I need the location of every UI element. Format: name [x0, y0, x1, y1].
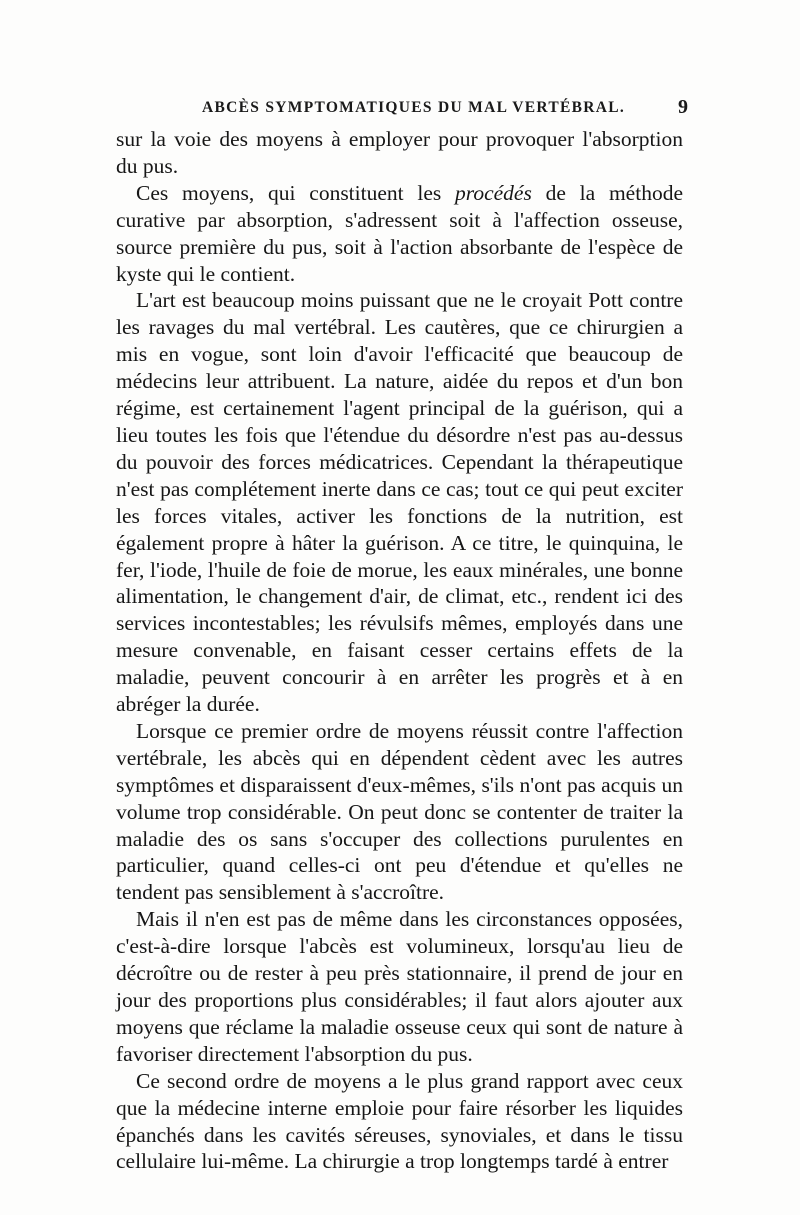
page-number: 9: [678, 96, 688, 118]
paragraph-text-end: de la méthode curative par absorption, s'adressent soit à l'affection osseuse, source première du pus, soit à l'action absorbante de l'espèce de kyste qui le contient.: [116, 180, 683, 286]
paragraph-text: Ce second ordre de moyens a le plus grand rapport avec ceux que la médecine interne emploie pour faire résorber les liquides épanchés dans les cavités séreuses, synoviales, et dans le tissu cellulaire lui-même. La chirurgie a trop longtemps tardé à entrer: [116, 1068, 683, 1174]
paragraph: [116, 180, 683, 288]
paragraph: [116, 1068, 683, 1176]
paragraph-text: Mais il n'en est pas de même dans les circonstances opposées, c'est-à-dire lorsque l'abcès est volumineux, lorsqu'au lieu de décroître ou de rester à peu près stationnaire, il prend de jour en jour des proportions plus considérables; il faut alors ajouter aux moyens que réclame la maladie osseuse ceux qui sont de nature à favoriser directement l'absorption du pus.: [116, 907, 683, 1066]
paragraph-text-start: Ces moyens, qui constituent les: [136, 180, 456, 205]
paragraph-continuation: [116, 126, 683, 180]
paragraph-text: L'art est beaucoup moins puissant que ne le croyait Pott contre les ravages du mal vertébral. Les cautères, que ce chirurgien a mis en vogue, sont loin d'avoir l'efficacité que beaucoup de médecins leur attribuent. La nature, aidée du repos et d'un bon régime, est certainement l'agent principal de la guérison, qui a lieu toutes les fois que l'étendue du désordre n'est pas au-dessus du pouvoir des forces médicatrices. Cependant la thérapeutique n'est pas complétement inerte dans ce cas; tout ce qui peut exciter les forces vitales, activer les fonctions de la nutrition, est également propre à hâter la guérison. A ce titre, le quinquina, le fer, l'iode, l'huile de foie de morue, les eaux minérales, une bonne alimentation, le changement d'air, de climat, etc., rendent ici des services incontestables; les révulsifs mêmes, employés dans une mesure convenable, en faisant cesser certains effets de la maladie, peuvent concourir à en arrêter les progrès et à en abréger la durée.: [116, 288, 683, 717]
paragraph-text: Lorsque ce premier ordre de moyens réussit contre l'affection vertébrale, les abcès qui en dépendent cèdent avec les autres symptômes et disparaissent d'eux-mêmes, s'ils n'ont pas acquis un volume trop considérable. On peut donc se contenter de traiter la maladie des os sans s'occuper des collections purulentes en particulier, quand celles-ci ont peu d'étendue et qu'elles ne tendent pas sensiblement à s'accroître.: [116, 718, 683, 905]
running-title: ABCÈS SYMPTOMATIQUES DU MAL VERTÉBRAL.: [202, 99, 626, 116]
paragraph: [116, 906, 683, 1067]
paragraph-text: sur la voie des moyens à employer pour provoquer l'absorption du pus.: [116, 127, 683, 178]
running-head: [110, 96, 688, 125]
paragraph: [116, 287, 683, 718]
emphasized-term: procédés: [455, 180, 532, 205]
body-text: [116, 126, 683, 1175]
paragraph: [116, 718, 683, 906]
